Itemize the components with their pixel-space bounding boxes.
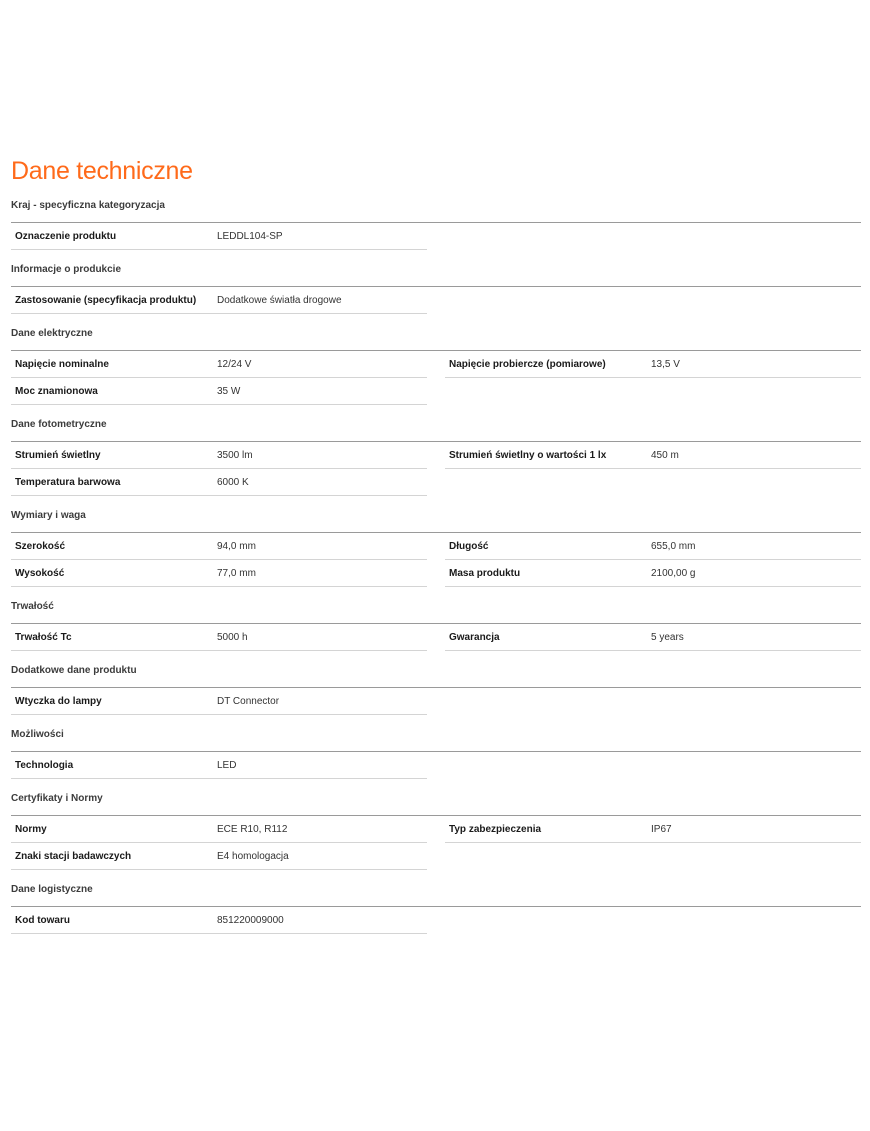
spec-value: 5 years: [651, 631, 684, 643]
section-title: Trwałość: [11, 601, 54, 612]
spec-column-right: [445, 351, 861, 405]
section-title: Dane logistyczne: [11, 884, 93, 895]
spec-grid: [11, 287, 861, 314]
spec-section: [11, 419, 861, 510]
spec-grid: [11, 907, 861, 934]
section-gap: [11, 779, 861, 793]
spec-label: Kod towaru: [15, 914, 70, 926]
section-gap: [11, 496, 861, 510]
spec-section: [11, 510, 861, 601]
section-gap: [11, 587, 861, 601]
spec-column-right: [445, 816, 861, 870]
spec-value: 13,5 V: [651, 358, 680, 370]
spec-column-left: [11, 223, 427, 250]
section-gap: [11, 314, 861, 328]
spec-section: [11, 729, 861, 793]
section-title: Możliwości: [11, 729, 64, 740]
section-gap: [11, 651, 861, 665]
spec-label: Napięcie nominalne: [15, 358, 109, 370]
spec-value: 35 W: [217, 385, 241, 397]
spec-row: [11, 469, 427, 496]
spec-grid: [11, 351, 861, 405]
spec-column-left: [11, 752, 427, 779]
spec-label: Moc znamionowa: [15, 385, 98, 397]
spec-section: [11, 793, 861, 884]
spec-label: Długość: [449, 540, 489, 552]
spec-label: Strumień świetlny o wartości 1 lx: [449, 449, 607, 461]
spec-value: Dodatkowe światła drogowe: [217, 294, 342, 306]
spec-section: [11, 665, 861, 729]
spec-column-right: [445, 287, 861, 314]
spec-label: Temperatura barwowa: [15, 476, 121, 488]
spec-value: 3500 lm: [217, 449, 253, 461]
spec-row: [11, 223, 427, 250]
spec-label: Oznaczenie produktu: [15, 230, 117, 242]
spec-column-right: [445, 223, 861, 250]
spec-value: 6000 K: [217, 476, 249, 488]
spec-value: DT Connector: [217, 695, 280, 707]
spec-column-left: [11, 816, 427, 870]
spec-grid: [11, 752, 861, 779]
spec-row: [11, 624, 427, 651]
spec-row: [11, 907, 427, 934]
spec-value: 851220009000: [217, 914, 284, 926]
spec-row: [11, 843, 427, 870]
spec-row: [11, 378, 427, 405]
spec-grid: [11, 442, 861, 496]
spec-value: LED: [217, 759, 237, 771]
spec-label: Normy: [15, 823, 47, 835]
spec-label: Trwałość Tc: [15, 631, 72, 643]
spec-sections: [11, 200, 861, 934]
spec-value: IP67: [651, 823, 672, 835]
spec-section: [11, 200, 861, 264]
spec-row: [445, 624, 861, 651]
spec-row: [11, 752, 427, 779]
spec-value: 2100,00 g: [651, 567, 696, 579]
spec-column-left: [11, 688, 427, 715]
section-gap: [11, 250, 861, 264]
spec-row: [445, 816, 861, 843]
spec-label: Zastosowanie (specyfikacja produktu): [15, 294, 197, 306]
section-title: Dane elektryczne: [11, 328, 93, 339]
spec-value: 94,0 mm: [217, 540, 256, 552]
page-title: Dane techniczne: [11, 157, 193, 185]
spec-column-left: [11, 533, 427, 587]
spec-column-right: [445, 907, 861, 934]
spec-grid: [11, 223, 861, 250]
spec-section: [11, 264, 861, 328]
spec-row: [11, 533, 427, 560]
spec-value: 655,0 mm: [651, 540, 696, 552]
spec-row: [11, 351, 427, 378]
spec-label: Napięcie probiercze (pomiarowe): [449, 358, 606, 370]
section-gap: [11, 405, 861, 419]
spec-column-right: [445, 752, 861, 779]
spec-label: Strumień świetlny: [15, 449, 101, 461]
spec-value: 5000 h: [217, 631, 248, 643]
spec-grid: [11, 688, 861, 715]
spec-column-left: [11, 442, 427, 496]
spec-row: [11, 816, 427, 843]
spec-column-left: [11, 287, 427, 314]
spec-column-right: [445, 533, 861, 587]
spec-value: 450 m: [651, 449, 679, 461]
spec-column-left: [11, 907, 427, 934]
spec-row: [445, 533, 861, 560]
spec-label: Wysokość: [15, 567, 65, 579]
spec-value: 77,0 mm: [217, 567, 256, 579]
spec-label: Szerokość: [15, 540, 66, 552]
spec-row: [11, 442, 427, 469]
spec-label: Gwarancja: [449, 631, 500, 643]
section-title: Kraj - specyficzna kategoryzacja: [11, 200, 165, 211]
spec-label: Znaki stacji badawczych: [15, 850, 132, 862]
tech-data-page: [11, 155, 861, 934]
spec-value: E4 homologacja: [217, 850, 289, 862]
spec-row: [11, 560, 427, 587]
section-gap: [11, 715, 861, 729]
spec-column-right: [445, 442, 861, 496]
spec-value: 12/24 V: [217, 358, 252, 370]
section-title: Informacje o produkcie: [11, 264, 122, 275]
section-gap: [11, 870, 861, 884]
spec-value: LEDDL104-SP: [217, 230, 283, 242]
spec-grid: [11, 533, 861, 587]
spec-row: [11, 287, 427, 314]
spec-section: [11, 884, 861, 934]
spec-label: Typ zabezpieczenia: [449, 823, 542, 835]
spec-grid: [11, 624, 861, 651]
spec-label: Technologia: [15, 759, 74, 771]
section-title: Dane fotometryczne: [11, 419, 107, 430]
spec-row: [445, 351, 861, 378]
spec-column-left: [11, 624, 427, 651]
spec-column-right: [445, 688, 861, 715]
spec-value: ECE R10, R112: [217, 823, 288, 835]
spec-label: Masa produktu: [449, 567, 521, 579]
spec-row: [445, 442, 861, 469]
spec-row: [11, 688, 427, 715]
section-title: Dodatkowe dane produktu: [11, 665, 137, 676]
spec-row: [445, 560, 861, 587]
spec-section: [11, 601, 861, 665]
spec-column-left: [11, 351, 427, 405]
section-title: Wymiary i waga: [11, 510, 86, 521]
spec-label: Wtyczka do lampy: [15, 695, 102, 707]
section-title: Certyfikaty i Normy: [11, 793, 103, 804]
spec-grid: [11, 816, 861, 870]
spec-column-right: [445, 624, 861, 651]
spec-section: [11, 328, 861, 419]
